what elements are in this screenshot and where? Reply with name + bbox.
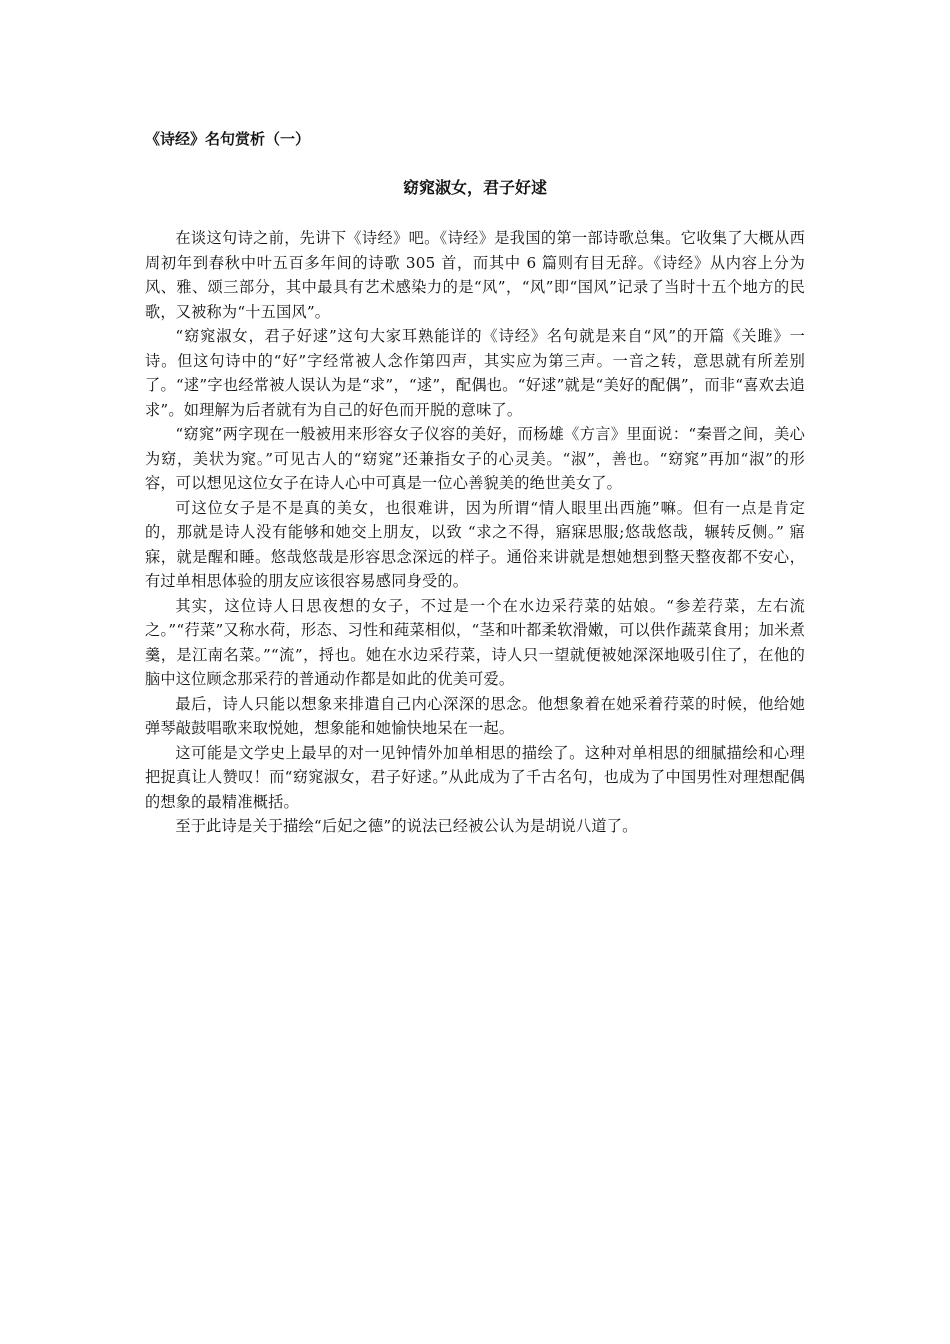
page-title: 窈窕淑女，君子好逑 (402, 178, 547, 197)
paragraph: “窈窕淑女，君子好逑”这句大家耳熟能详的《诗经》名句就是来自“风”的开篇《关雎》一诗。但这句诗中的“好”字经常被人念作第四声，其实应为第三声。一音之转，意思就有所差别了。“逑”字也经常被人误认为是“求”，“逑”，配偶也。“好逑”就是“美好的配偶”，而非“喜欢去追求”。如理解为后者就有为自己的好色而开脱的意味了。 (145, 327, 805, 419)
paragraph: 最后，诗人只能以想象来排遣自己内心深深的思念。他想象着在她采着荇菜的时候，他给她弹琴敲鼓唱歌来取悦她，想象能和她愉快地呆在一起。 (145, 694, 805, 737)
paragraph: 在谈这句诗之前，先讲下《诗经》吧。《诗经》是我国的第一部诗歌总集。它收集了大概从西周初年到春秋中叶五百多年间的诗歌 305 首，而其中 6 篇则有目无辞。《诗经》从内容上分为风、雅、颂三部分，其中最具有艺术感染力的是“风”，“风”即“国风”记录了当时十五个地方的民歌，又被称为“十五国风”。 (145, 229, 805, 321)
paragraph: 可这位女子是不是真的美女，也很难讲，因为所谓“情人眼里出西施”嘛。但有一点是肯定的，那就是诗人没有能够和她交上朋友，以致 “求之不得，寤寐思服;悠哉悠哉，辗转反侧。” 寤寐，就是醒和睡。悠哉悠哉是形容思念深远的样子。通俗来讲就是想她想到整天整夜都不安心，有过单相思体验的朋友应该很容易感同身受的。 (145, 498, 805, 590)
paragraph: “窈窕”两字现在一般被用来形容女子仪容的美好，而杨雄《方言》里面说：“秦晋之间，美心为窈，美状为窕。”可见古人的“窈窕”还兼指女子的心灵美。“淑”，善也。“窈窕”再加“淑”的形容，可以想见这位女子在诗人心中可真是一位心善貌美的绝世美女了。 (145, 425, 805, 492)
article-body (145, 226, 805, 839)
paragraph: 至于此诗是关于描绘“后妃之德”的说法已经被公认为是胡说八道了。 (175, 817, 638, 835)
series-title: 《诗经》名句赏析（一） (145, 130, 311, 148)
paragraph: 其实，这位诗人日思夜想的女子，不过是一个在水边采荇菜的姑娘。“参差荇菜，左右流之。”“荇菜”又称水荷，形态、习性和莼菜相似，“茎和叶都柔软滑嫩，可以供作蔬菜食用；加米煮羹，是江南名菜。”“流”，捋也。她在水边采荇菜，诗人只一望就便被她深深地吸引住了，在他的脑中这位顾念那采荇的普通动作都是如此的优美可爱。 (145, 596, 805, 688)
paragraph: 这可能是文学史上最早的对一见钟情外加单相思的描绘了。这种对单相思的细腻描绘和心理把捉真让人赞叹！而“窈窕淑女，君子好逑。”从此成为了千古名句，也成为了中国男性对理想配偶的想象的最精准概括。 (145, 743, 805, 811)
